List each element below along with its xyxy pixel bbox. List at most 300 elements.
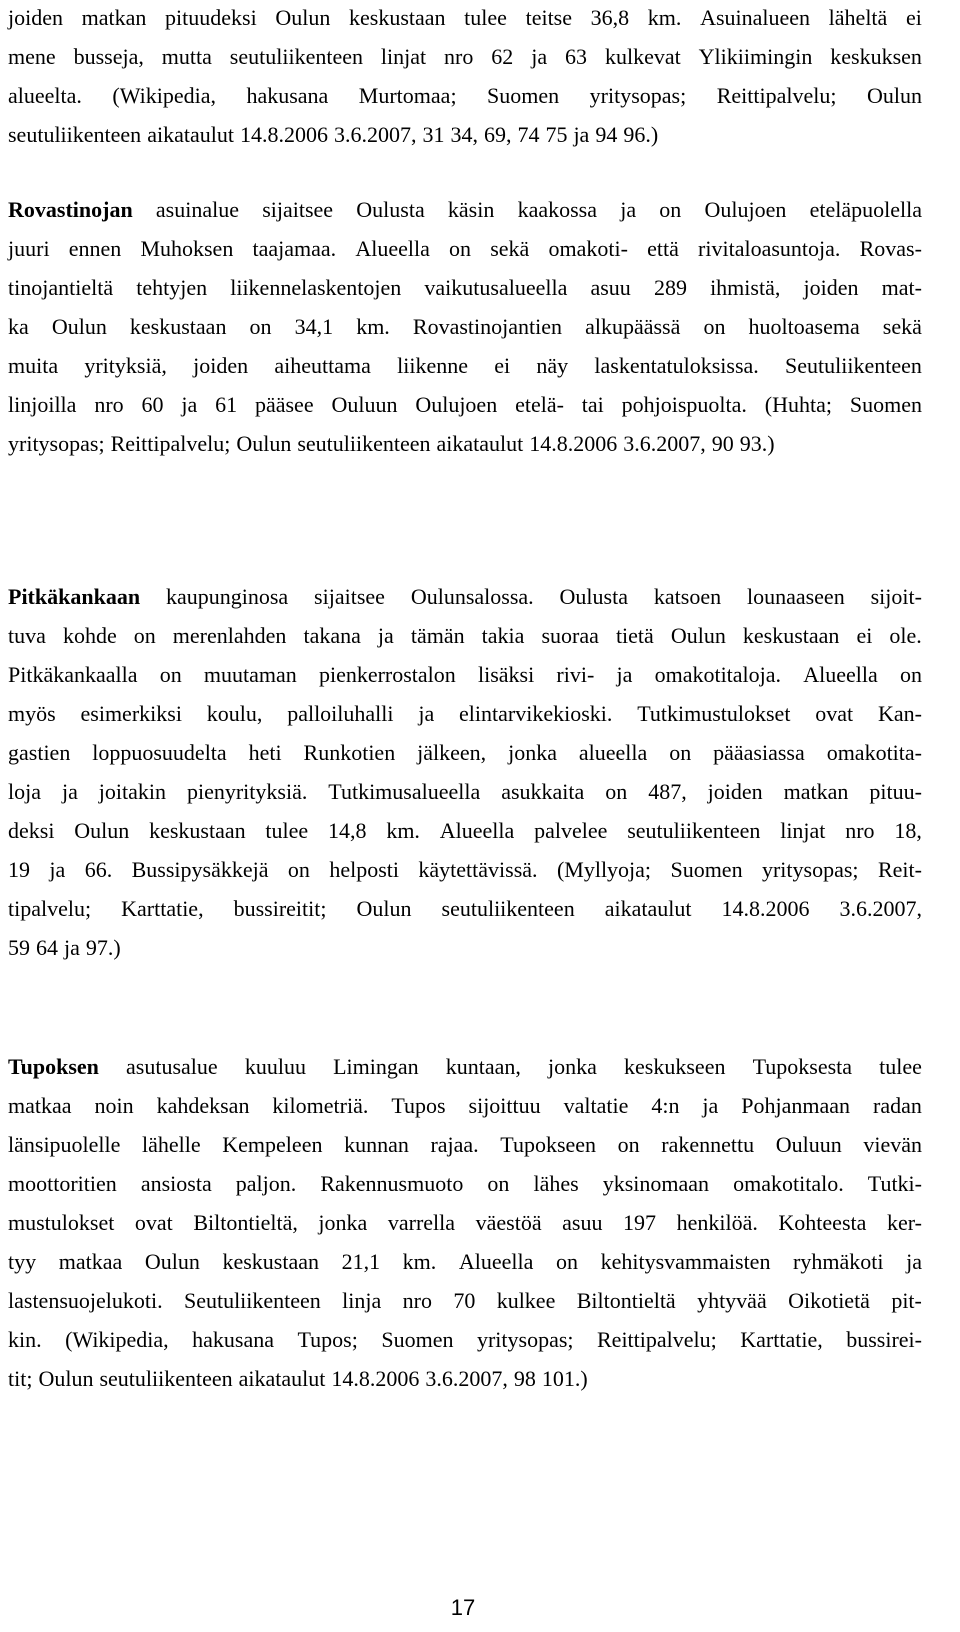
word: asuu (562, 1210, 603, 1235)
text-line (8, 237, 922, 276)
word: varrella (387, 1210, 456, 1235)
word: 34,1 (294, 314, 334, 339)
word: omakotita- (826, 740, 922, 765)
word: km. (402, 1249, 437, 1274)
word: muita (8, 353, 59, 378)
text-line (8, 1055, 922, 1094)
word: Oulun (275, 5, 331, 30)
word: Suomen (487, 83, 560, 108)
word: pohjoispuolta. (621, 392, 747, 417)
word: tehtyjen (136, 275, 208, 300)
word: on (133, 623, 156, 648)
word: on (287, 857, 310, 882)
text-line (8, 84, 922, 123)
word: Bussipysäkkejä (131, 857, 269, 882)
word: keskustaan (129, 314, 227, 339)
paragraph (8, 1055, 922, 1406)
word: lähelle (142, 1132, 201, 1157)
word: vaikutusalueella (424, 275, 568, 300)
word: mat- (881, 275, 922, 300)
word: bussireitit; (233, 896, 327, 921)
word: 3.6.2007, (623, 431, 706, 456)
word: huoltoasema (748, 314, 860, 339)
word: 64 (36, 935, 58, 960)
word: Tupokseen (500, 1132, 597, 1157)
word: 3.6.2007, (425, 1366, 508, 1391)
word: ryhmäkoti (793, 1249, 884, 1274)
word: Biltontieltä (576, 1288, 676, 1313)
word: ei (494, 353, 511, 378)
word: kin. (8, 1327, 42, 1352)
word: on (605, 779, 628, 804)
word: länsipuolelle (8, 1132, 121, 1157)
word: lähes (533, 1171, 579, 1196)
text-line (8, 276, 922, 315)
word: ja (49, 857, 66, 882)
word: Tupoksesta (752, 1054, 853, 1079)
word: ei (856, 623, 873, 648)
word: (Huhta; (764, 392, 832, 417)
text-line (8, 1328, 922, 1367)
word: nro (402, 1288, 432, 1313)
word: palvelee (534, 818, 608, 843)
text-line (8, 624, 922, 663)
word: 14.8.2006 (239, 122, 328, 147)
word: omakotitalo. (733, 1171, 844, 1196)
word: Oulun (866, 83, 922, 108)
word: 90 (711, 431, 734, 456)
word: Ouluun (775, 1132, 842, 1157)
word: taajamaa. (252, 236, 337, 261)
text-line (8, 1094, 922, 1133)
word: seutuliikenteen (297, 431, 431, 456)
text-line (8, 1211, 922, 1250)
word: pienyrityksiä. (186, 779, 308, 804)
word: Tutki- (867, 1171, 922, 1196)
word: on (556, 1249, 578, 1274)
text-line (8, 897, 922, 936)
word: kilometriä. (272, 1093, 369, 1118)
text-line (8, 585, 922, 624)
word: lisäksi (478, 662, 535, 687)
word: 97.) (85, 935, 121, 960)
word: Karttatie, (740, 1327, 823, 1352)
word: 93.) (739, 431, 775, 456)
word: ja (181, 392, 198, 417)
word: ja (573, 122, 590, 147)
word: jonka (508, 740, 557, 765)
word: 31 (422, 122, 445, 147)
word: Limingan (333, 1054, 419, 1079)
word: Oulun (670, 623, 726, 648)
word: hakusana (192, 1327, 275, 1352)
word: asutusalue (126, 1054, 218, 1079)
word: tyy (8, 1249, 37, 1274)
word: tämän (410, 623, 465, 648)
word: lounaaseen (746, 584, 845, 609)
word: 98 (513, 1366, 536, 1391)
word: yritysopas; (476, 1327, 574, 1352)
word: rakennettu (661, 1132, 755, 1157)
word: 487, (648, 779, 687, 804)
word: 63 (565, 44, 588, 69)
word: vievän (863, 1132, 922, 1157)
word: busseja, (73, 44, 144, 69)
text-line (8, 1289, 922, 1328)
word: Suomen (381, 1327, 454, 1352)
text-line (8, 936, 922, 975)
word: Alueella (355, 236, 430, 261)
text-line (8, 741, 922, 780)
word: radan (873, 1093, 922, 1118)
word: (Wikipedia, (112, 83, 216, 108)
text-line (8, 315, 922, 354)
word: ja (377, 623, 394, 648)
word: joiden (803, 275, 859, 300)
word: joiden (193, 353, 249, 378)
word: Oulun (144, 1249, 200, 1274)
word: yksinomaan (602, 1171, 710, 1196)
word: heti (248, 740, 282, 765)
word: (Myllyoja; (556, 857, 652, 882)
word: Asuinalueen (700, 5, 811, 30)
word: käytettävissä. (418, 857, 538, 882)
word: matkaa (58, 1249, 123, 1274)
word: on (449, 236, 472, 261)
word: 74 (517, 122, 540, 147)
word: Kempeleen (222, 1132, 323, 1157)
word: suoraa (541, 623, 599, 648)
word: mene (8, 44, 56, 69)
word: pit- (891, 1288, 922, 1313)
word: matkaa (8, 1093, 72, 1118)
word: tulee (464, 5, 507, 30)
word: katsoen (653, 584, 722, 609)
word: henkilöä. (676, 1210, 758, 1235)
word: on (159, 662, 182, 687)
word: 4:n (651, 1093, 680, 1118)
word: seutuliikenteen (441, 896, 575, 921)
word: seutuliikenteen (8, 122, 142, 147)
word: käsin (447, 197, 495, 222)
word: näy (536, 353, 569, 378)
word: Reit- (877, 857, 922, 882)
word: sijaitsee (314, 584, 385, 609)
word: kuntaan, (445, 1054, 521, 1079)
word: keskustaan (742, 623, 840, 648)
word: 101.) (541, 1366, 588, 1391)
word: km. (356, 314, 390, 339)
word: teitse (525, 5, 573, 30)
paragraph-lead-term: Rovastinojan (8, 197, 133, 222)
word: Ouluun (331, 392, 398, 417)
word: Kohteesta (778, 1210, 867, 1235)
word: nro (845, 818, 875, 843)
word: yhtyvää (697, 1288, 767, 1313)
word: keskustaan (349, 5, 446, 30)
word: Oulusta (356, 197, 425, 222)
word: sijoit- (870, 584, 922, 609)
word: pienkerrostalon (318, 662, 456, 687)
word: 14,8 (328, 818, 367, 843)
word: alueella (578, 740, 648, 765)
text-line (8, 1172, 922, 1211)
word: esimerkiksi (80, 701, 182, 726)
word: aikataulut (238, 1366, 326, 1391)
paragraph (8, 6, 922, 162)
word: ja (418, 701, 435, 726)
word: Runkotien (303, 740, 396, 765)
word: helposti (329, 857, 399, 882)
word: 14.8.2006 (721, 896, 810, 921)
word: ker- (886, 1210, 922, 1235)
word: 62 (491, 44, 514, 69)
paragraph-lead-term: Tupoksen (8, 1054, 99, 1079)
word: jonka (548, 1054, 597, 1079)
word: 75 (545, 122, 568, 147)
word: Tupos; (297, 1327, 358, 1352)
word: lastensuojelukoti. (8, 1288, 163, 1313)
word: keskuksen (830, 44, 922, 69)
word: pituu- (869, 779, 922, 804)
word: Oulujoen (415, 392, 498, 417)
word: ja (64, 935, 80, 960)
text-line (8, 663, 922, 702)
word: on (669, 740, 692, 765)
text-line (8, 1250, 922, 1289)
word: muutaman (203, 662, 297, 687)
paragraph (8, 585, 922, 975)
word: mustulokset (8, 1210, 115, 1235)
word: kuuluu (244, 1054, 306, 1079)
word: jälkeen, (417, 740, 487, 765)
word: Seutuliikenteen (785, 353, 922, 378)
word: km. (647, 5, 682, 30)
word: loja (8, 779, 41, 804)
word: ansiosta (140, 1171, 212, 1196)
word: yrityksiä, (84, 353, 167, 378)
word: loppuosuudelta (92, 740, 227, 765)
word: aikataulut (147, 122, 234, 147)
word: tit; (8, 1366, 33, 1391)
word: kohde (62, 623, 117, 648)
word: aiheuttama (274, 353, 371, 378)
paragraph (8, 198, 922, 471)
word: Oulun (51, 314, 107, 339)
word: 18, (894, 818, 922, 843)
word: tulee (879, 1054, 922, 1079)
word: joiden (8, 5, 63, 30)
word: noin (94, 1093, 134, 1118)
word: km. (386, 818, 420, 843)
word: asukkaita (501, 779, 585, 804)
word: hakusana (246, 83, 329, 108)
text-line (8, 702, 922, 741)
text-line (8, 819, 922, 858)
word: laskentatuloksissa. (594, 353, 759, 378)
word: Suomen (849, 392, 922, 417)
word: moottoritien (8, 1171, 117, 1196)
word: etelä- (515, 392, 564, 417)
word: yritysopas; (761, 857, 859, 882)
word: matkan (783, 779, 849, 804)
word: kunnan (344, 1132, 409, 1157)
word: ja (531, 44, 548, 69)
word: 61 (215, 392, 238, 417)
word: Oikotietä (788, 1288, 870, 1313)
word: Muhoksen (140, 236, 234, 261)
word: kulkee (496, 1288, 556, 1313)
word: 21,1 (341, 1249, 381, 1274)
word: sekä (490, 236, 530, 261)
word: ja (61, 779, 78, 804)
text-line (8, 780, 922, 819)
word: 70 (453, 1288, 476, 1313)
word: seutuliikenteen (229, 44, 363, 69)
word: joiden (707, 779, 763, 804)
word: Reittipalvelu; (716, 83, 837, 108)
word: palloiluhalli (287, 701, 394, 726)
word: liikennelaskentojen (230, 275, 402, 300)
text-line (8, 432, 922, 471)
word: matkan (81, 5, 147, 30)
word: 289 (653, 275, 687, 300)
word: 14.8.2006 (529, 431, 618, 456)
word: tai (581, 392, 604, 417)
word: on (659, 197, 682, 222)
word: takia (481, 623, 525, 648)
word: tuva (8, 623, 46, 648)
word: pituudeksi (165, 5, 257, 30)
word: yritysopas; (589, 83, 687, 108)
word: Tutkimusalueella (328, 779, 481, 804)
word: elintarvikekioski. (459, 701, 613, 726)
word: Reittipalvelu; (597, 1327, 717, 1352)
word: Pohjanmaan (741, 1093, 851, 1118)
word: ovat (815, 701, 854, 726)
word: takana (303, 623, 361, 648)
word: sijaitsee (262, 197, 334, 222)
word: Oulun (38, 1366, 94, 1391)
word: yritysopas; (8, 431, 105, 456)
word: koulu, (206, 701, 263, 726)
word: ka (8, 314, 29, 339)
word: Oulunsalossa. (410, 584, 534, 609)
word: Rovastinojantien (412, 314, 562, 339)
word: 197 (623, 1210, 657, 1235)
word: linjat (780, 818, 826, 843)
word: 34, (450, 122, 478, 147)
word: sekä (882, 314, 922, 339)
word: Rakennusmuoto (320, 1171, 464, 1196)
text-line (8, 198, 922, 237)
word: väestöä (475, 1210, 542, 1235)
word: ei (905, 5, 922, 30)
word: valtatie (563, 1093, 629, 1118)
word: alkupäässä (585, 314, 681, 339)
word: rivitaloasuntoja. (698, 236, 841, 261)
text-line (8, 1367, 922, 1406)
word: Oulun (74, 818, 130, 843)
word: omakotitaloja. (654, 662, 782, 687)
word: paljon. (235, 1171, 297, 1196)
word: merenlahden (172, 623, 287, 648)
word: 60 (141, 392, 164, 417)
word: kahdeksan (156, 1093, 250, 1118)
word: Oulun (236, 431, 292, 456)
page-number: 17 (450, 1595, 476, 1620)
word: liikenne (397, 353, 468, 378)
word: kaakossa (517, 197, 597, 222)
word: 69, (483, 122, 512, 147)
text-line (8, 354, 922, 393)
text-line (8, 393, 922, 432)
word: asuinalue (155, 197, 239, 222)
word: aikataulut (436, 431, 524, 456)
word: kehitysvammaisten (600, 1249, 771, 1274)
text-line (8, 6, 922, 45)
word: Ylikiimingin (698, 44, 813, 69)
word: on (899, 662, 922, 687)
word: on (703, 314, 726, 339)
word: jonka (318, 1210, 368, 1235)
word: asuu (590, 275, 631, 300)
word: ovat (134, 1210, 173, 1235)
word: nro (94, 392, 124, 417)
word: on (249, 314, 272, 339)
word: joitakin (98, 779, 167, 804)
word: 66. (84, 857, 113, 882)
word: eteläpuolella (809, 197, 922, 222)
word: 36,8 (590, 5, 630, 30)
word: ihmistä, (710, 275, 781, 300)
word: Suomen (670, 857, 743, 882)
word: ja (906, 1249, 922, 1274)
word: tipalvelu; (8, 896, 92, 921)
word: Tutkimustulokset (637, 701, 791, 726)
word: 3.6.2007, (839, 896, 922, 921)
word: on (617, 1132, 640, 1157)
word: keskustaan (149, 818, 246, 843)
word: nro (444, 44, 474, 69)
word: rivi- (556, 662, 595, 687)
text-line (8, 45, 922, 84)
word: linja (342, 1288, 382, 1313)
word: Karttatie, (121, 896, 204, 921)
word: Oulun (356, 896, 412, 921)
word: rajaa. (430, 1132, 479, 1157)
word: alueelta. (8, 83, 82, 108)
text-line (8, 123, 922, 162)
word: gastien (8, 740, 71, 765)
word: ja (702, 1093, 719, 1118)
word: keskustaan (222, 1249, 319, 1274)
word: linjat (380, 44, 427, 69)
word: läheltä (828, 5, 888, 30)
word: ennen (68, 236, 122, 261)
word: keskukseen (624, 1054, 726, 1079)
word: 94 (595, 122, 618, 147)
word: tinojantieltä (8, 275, 114, 300)
word: Tupos (391, 1093, 446, 1118)
word: Rovas- (859, 236, 922, 261)
word: tulee (265, 818, 309, 843)
word: 59 (8, 935, 30, 960)
word: pääsee (254, 392, 314, 417)
word: kulkevat (604, 44, 681, 69)
text-line (8, 858, 922, 897)
word: 14.8.2006 (331, 1366, 420, 1391)
